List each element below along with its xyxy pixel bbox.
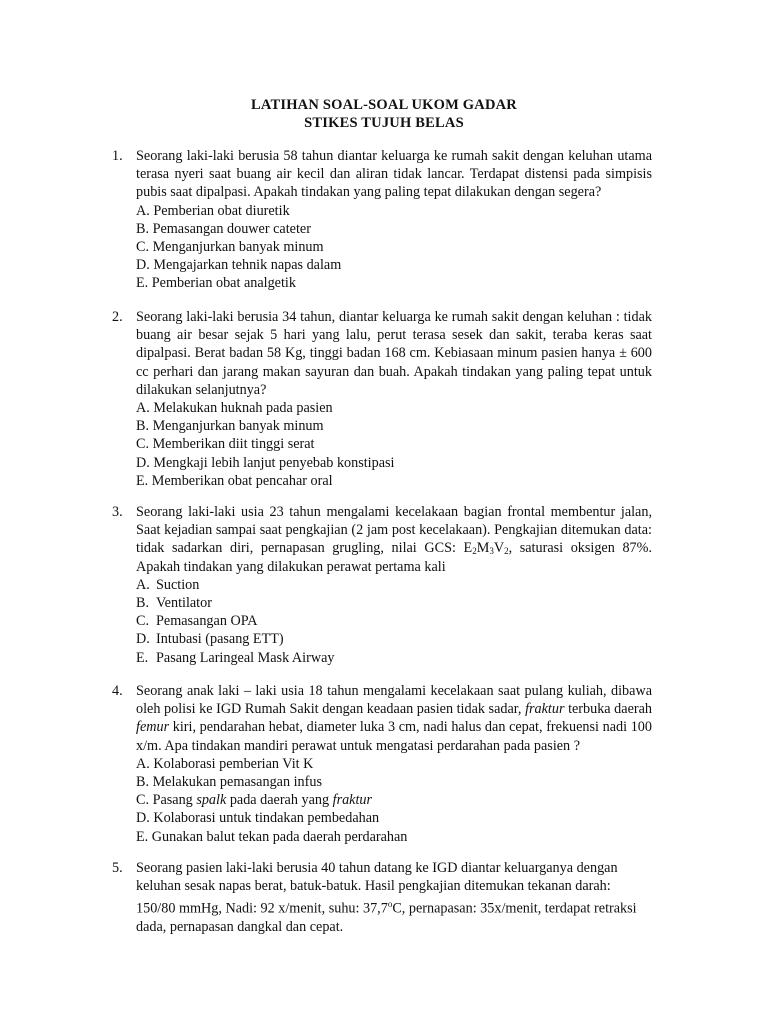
question-1 [112,147,652,293]
question-stem: Seorang laki-laki usia 23 tahun mengalami kecelakaan bagian frontal membentur jalan, Saat kejadian sampai saat pengkajian (2 jam post kecelakaan). Pengkajian ditemukan data: tidak sadarkan diri, pernapasan grugling, nilai GCS: $E_2M_3V_2$, saturasi oksigen 87%. Apakah tindakan yang dilakukan perawat pertama kali [136,504,652,575]
question-number: 3. [112,504,123,520]
question-stem: Seorang pasien laki-laki berusia 40 tahun datang ke IGD diantar keluarganya dengan keluhan sesak napas berat, batuk-batuk. Hasil pengkajian ditemukan tekanan darah: 150/80 mmHg, Nadi: 92 x/menit, suhu: 37,7$^o$C, pernapasan: 35x/menit, terdapat retraksi dada, pernapasan dangkal dan cepat. [136,860,637,936]
option-c: C. Memberikan diit tinggi serat [136,436,315,453]
option-list [136,202,652,293]
option-a: A. Kolaborasi pemberian Vit K [136,755,314,772]
question-stem: Seorang anak laki – laki usia 18 tahun mengalami kecelakaan saat pulang kuliah, dibawa oleh polisi ke IGD Rumah Sakit dengan keadaan pasien tidak sadar, fraktur terbuka daerah femur kiri, pendarahan hebat, diameter luka 3 cm, nadi halus dan cepat, frekuensi nadi 100 x/m. Apa tindakan mandiri perawat untuk mengatasi perdarahan pada pasien ? [136,683,652,754]
option-d: D. Kolaborasi untuk tindakan pembedahan [136,810,380,827]
option-d: D. Intubasi (pasang ETT) [136,631,284,648]
option-list [136,576,652,667]
option-c: C. Menganjurkan banyak minum [136,239,324,256]
option-c: C. Pasang spalk pada daerah yang fraktur [136,792,373,809]
question-stem: Seorang laki-laki berusia 34 tahun, diantar keluarga ke rumah sakit dengan keluhan : tidak buang air besar sejak 5 hari yang lalu, perut terasa sesek dan sakit, teraba keras saat dipalpasi. Berat badan 58 Kg, tinggi badan 168 cm. Kebiasaan minum pasien hanya ± 600 cc perhari dan jarang makan sayuran dan buah. Apakah tindakan yang paling tepat untuk dilakukan selanjutnya? [136,309,652,398]
option-e: E. Pasang Laringeal Mask Airway [136,649,335,666]
option-e: E. Memberikan obat pencahar oral [136,472,333,489]
question-2 [112,308,652,490]
option-d: D. Mengkaji lebih lanjut penyebab konstipasi [136,454,395,471]
question-4 [112,682,652,846]
option-a: A. Pemberian obat diuretik [136,202,290,219]
question-stem: Seorang laki-laki berusia 58 tahun diantar keluarga ke rumah sakit dengan keluhan utama terasa nyeri saat buang air kecil dan aliran tidak lancar. Terdapat distensi pada simpisis pubis saat dipalpasi. Apakah tindakan yang paling tepat dilakukan dengan segera? [136,148,652,201]
option-b: B. Melakukan pemasangan infus [136,774,322,791]
option-b: B. Ventilator [136,595,212,612]
option-list [136,755,652,846]
option-c: C. Pemasangan OPA [136,613,258,630]
option-b: B. Menganjurkan banyak minum [136,418,324,435]
question-3 [112,503,652,667]
document-title: LATIHAN SOAL-SOAL UKOM GADAR [251,97,517,113]
option-d: D. Mengajarkan tehnik napas dalam [136,257,342,274]
option-b: B. Pemasangan douwer cateter [136,220,311,237]
document-subtitle: STIKES TUJUH BELAS [304,115,464,131]
option-a: A. Melakukan huknah pada pasien [136,400,333,417]
question-number: 4. [112,683,123,699]
option-a: A. Suction [136,576,200,593]
question-number: 2. [112,309,123,325]
option-e: E. Pemberian obat analgetik [136,275,296,292]
option-list [136,399,652,490]
option-e: E. Gunakan balut tekan pada daerah perdarahan [136,828,408,845]
question-5 [112,859,652,937]
question-number: 5. [112,860,123,876]
question-number: 1. [112,148,123,164]
